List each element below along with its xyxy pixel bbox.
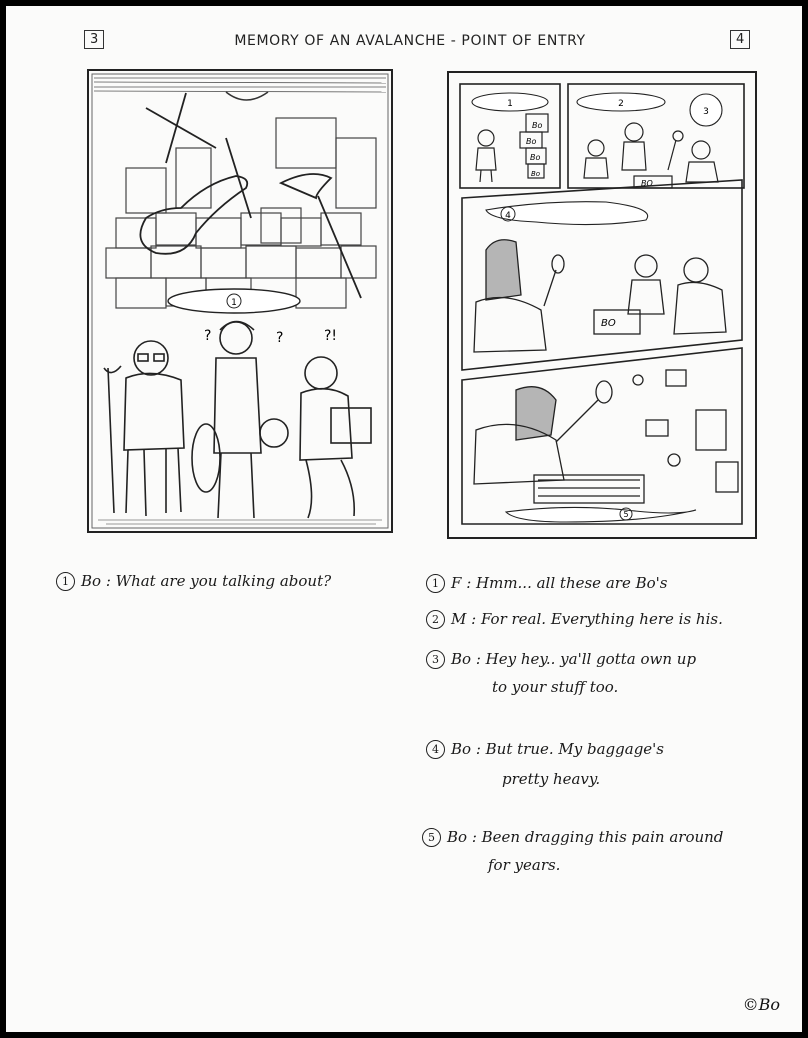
script-speaker: M: [451, 610, 467, 628]
subpanel-3-bubble-number: 3: [703, 107, 709, 117]
ceiling-hatching: [94, 78, 386, 92]
script-right-line-1: 1 F : Hmm... all these are Bo's: [426, 568, 667, 598]
script-speaker: F: [451, 574, 462, 592]
reaction-mark-3: ?!: [324, 328, 338, 344]
script-number: 5: [422, 828, 441, 847]
script-speaker: Bo: [451, 650, 472, 668]
script-text: For real. Everything here is his.: [480, 610, 723, 628]
script-number: 4: [426, 740, 445, 759]
panel-left-illustration: [86, 68, 396, 536]
subpanel-5-bubble-number: 5: [623, 510, 629, 519]
script-right-line-3: 3 Bo : Hey hey.. ya'll gotta own up: [426, 644, 696, 674]
subpanel-4-art: [474, 240, 726, 352]
script-right-line-4-continued: pretty heavy.: [502, 770, 601, 788]
script-right-line-5-continued: for years.: [488, 856, 561, 874]
script-right-line-4: 4 Bo : But true. My baggage's: [426, 734, 664, 764]
panel-left-bubble-number: 1: [231, 298, 237, 308]
subpanel-5-bubble: [506, 507, 696, 522]
script-right-line-3-continued: to your stuff too.: [492, 678, 619, 696]
script-number: 1: [56, 572, 75, 591]
script-right-line-2: 2 M : For real. Everything here is his.: [426, 604, 723, 634]
box-label-4: Bo: [531, 170, 541, 178]
characters-left: [104, 322, 371, 519]
subpanel-4-bubble-number: 4: [505, 211, 511, 221]
script-text: Hmm... all these are Bo's: [476, 574, 668, 592]
script-text: Been dragging this pain around: [481, 828, 724, 846]
script-speaker: Bo: [447, 828, 468, 846]
script-text: What are you talking about?: [115, 572, 332, 590]
script-right-line-5: 5 Bo : Been dragging this pain around: [422, 822, 723, 852]
script-number: 3: [426, 650, 445, 669]
box-label-1: Bo: [532, 121, 543, 130]
reaction-mark-1: ?: [204, 328, 212, 344]
falling-items: [140, 93, 361, 298]
script-number: 2: [426, 610, 445, 629]
page-title: MEMORY OF AN AVALANCHE - POINT OF ENTRY: [234, 33, 586, 49]
subpanel-5-art: [474, 370, 738, 503]
panel-right-illustration: [446, 70, 760, 542]
reaction-mark-2: ?: [276, 330, 284, 346]
page-number-right: 4: [730, 30, 750, 49]
subpanel-5: [462, 348, 742, 524]
box-pile: [106, 118, 376, 308]
box-label-5: BO: [641, 179, 653, 188]
page-number-left: 3: [84, 30, 104, 49]
artist-signature: ©Bo: [742, 995, 780, 1014]
box-label-2: Bo: [526, 137, 537, 146]
subpanel-2-bubble-number: 2: [618, 99, 624, 109]
ceiling-lamp: [226, 92, 268, 100]
script-number: 1: [426, 574, 445, 593]
script-left-line-1: 1 Bo : What are you talking about?: [56, 566, 331, 596]
subpanel-1-bubble-number: 1: [507, 99, 513, 109]
ground-hatching: [98, 520, 382, 524]
script-speaker: Bo: [451, 740, 472, 758]
box-label-6: BO: [601, 318, 616, 329]
script-speaker: Bo: [81, 572, 102, 590]
script-text: Hey hey.. ya'll gotta own up: [485, 650, 697, 668]
box-label-3: Bo: [530, 153, 541, 162]
script-text: But true. My baggage's: [485, 740, 665, 758]
